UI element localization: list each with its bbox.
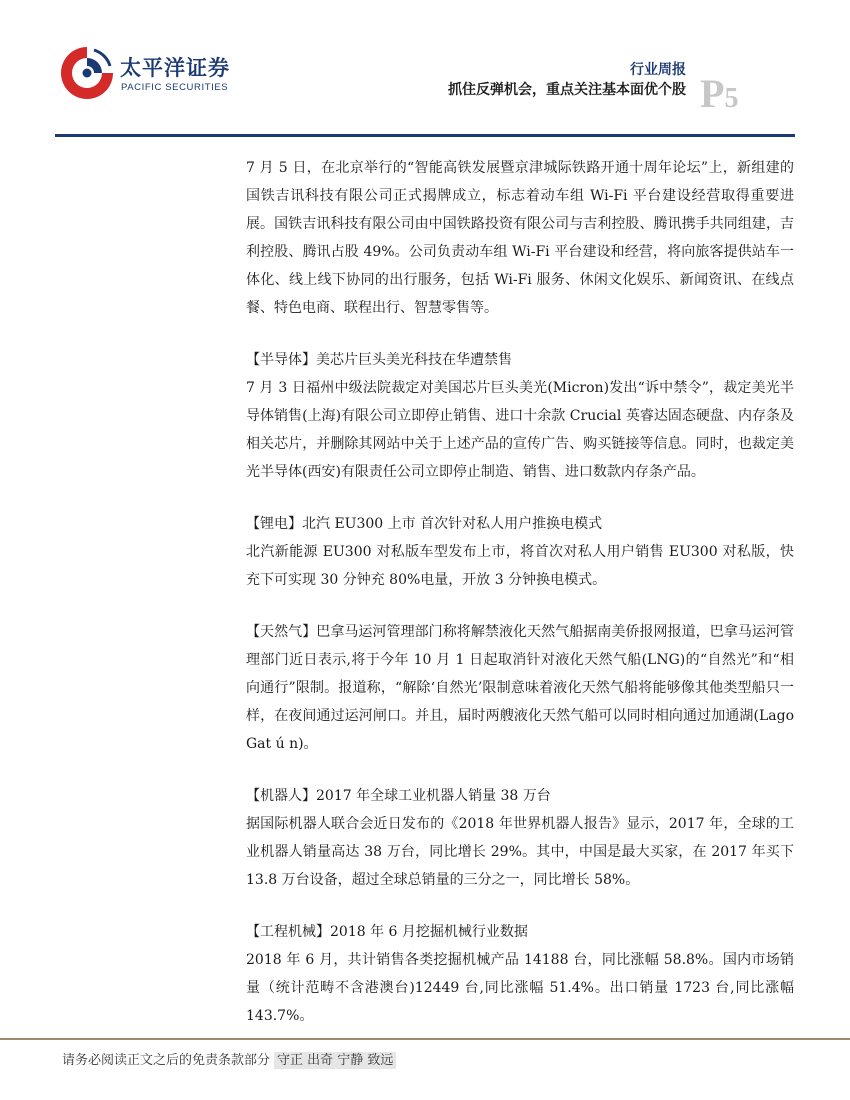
news-section (246, 618, 794, 758)
footer-divider (0, 1038, 850, 1040)
news-section (246, 346, 794, 486)
section-heading: 【锂电】北汽 EU300 上市 首次针对私人用户推换电模式 (246, 516, 603, 532)
news-section (246, 154, 794, 322)
news-section (246, 510, 794, 594)
logo-chinese-name: 太平洋证券 (120, 56, 230, 80)
logo-english-name: PACIFIC SECURITIES (121, 82, 229, 93)
main-content (246, 154, 794, 1054)
news-section (246, 918, 794, 1030)
section-heading: 【半导体】美芯片巨头美光科技在华遭禁售 (246, 352, 512, 368)
section-body: 2018 年 6 月，共计销售各类挖掘机械产品 14188 台，同比涨幅 58.8%。国内市场销量（统计范畴不含港澳台)12449 台,同比涨幅 51.4%。出口销量 1723 台,同比涨幅 143.7%。 (246, 952, 794, 1024)
section-heading: 【工程机械】2018 年 6 月挖掘机械行业数据 (246, 924, 528, 940)
report-type: 行业周报 (630, 62, 686, 78)
footer-motto: 守正 出奇 宁静 致远 (274, 1052, 396, 1069)
section-heading: 【机器人】2017 年全球工业机器人销量 38 万台 (246, 788, 551, 804)
header-divider (55, 134, 795, 137)
section-body: 【天然气】巴拿马运河管理部门称将解禁液化天然气船据南美侨报网报道，巴拿马运河管理部门近日表示,将于今年 10 月 1 日起取消针对液化天然气船(LNG)的“自然光”和“相向通行”限制。报道称，“解除‘自然光’限制意味着液化天然气船将能够像其他类型船只一样，在夜间通过运河闸口。并且，届时两艘液化天然气船可以同时相向通过加通湖(Lago Gat ú n)。 (246, 624, 794, 752)
company-logo (58, 44, 258, 114)
section-body: 据国际机器人联合会近日发布的《2018 年世界机器人报告》显示，2017 年，全球的工业机器人销量高达 38 万台，同比增长 29%。其中，中国是最大买家，在 2017 年买下 13.8 万台设备，超过全球总销量的三分之一，同比增长 58%。 (246, 816, 794, 888)
footer-disclaimer: 请务必阅读正文之后的免责条款部分 (62, 1053, 271, 1068)
pacific-securities-logo-icon (58, 44, 116, 102)
news-section (246, 782, 794, 894)
page-number-letter: P (700, 71, 725, 116)
page-number-digit: 5 (724, 83, 739, 114)
section-body: 7 月 5 日，在北京举行的“智能高铁发展暨京津城际铁路开通十周年论坛”上，新组建的国铁吉讯科技有限公司正式揭牌成立，标志着动车组 Wi-Fi 平台建设经营取得重要进展。国铁吉讯科技有限公司由中国铁路投资有限公司与吉利控股、腾讯携手共同组建，吉利控股、腾讯占股 49%。公司负责动车组 Wi-Fi 平台建设和经营，将向旅客提供站车一体化、线上线下协同的出行服务，包括 Wi-Fi 服务、休闲文化娱乐、新闻资讯、在线点餐、特色电商、联程出行、智慧零售等。 (246, 160, 794, 316)
page-footer (62, 1049, 396, 1068)
page-number (700, 71, 739, 116)
section-body: 7 月 3 日福州中级法院裁定对美国芯片巨头美光(Micron)发出“诉中禁令”，裁定美光半导体销售(上海)有限公司立即停止销售、进口十余款 Crucial 英睿达固态硬盘、内存条及相关芯片，并删除其网站中关于上述产品的宣传广告、购买链接等信息。同时，也裁定美光半导体(西安)有限责任公司立即停止制造、销售、进口数款内存条产品。 (246, 380, 794, 480)
report-title: 抓住反弹机会，重点关注基本面优个股 (448, 82, 686, 98)
page-header (0, 0, 850, 140)
section-body: 北汽新能源 EU300 对私版车型发布上市，将首次对私人用户销售 EU300 对私版，快充下可实现 30 分钟充 80%电量，开放 3 分钟换电模式。 (246, 544, 794, 588)
